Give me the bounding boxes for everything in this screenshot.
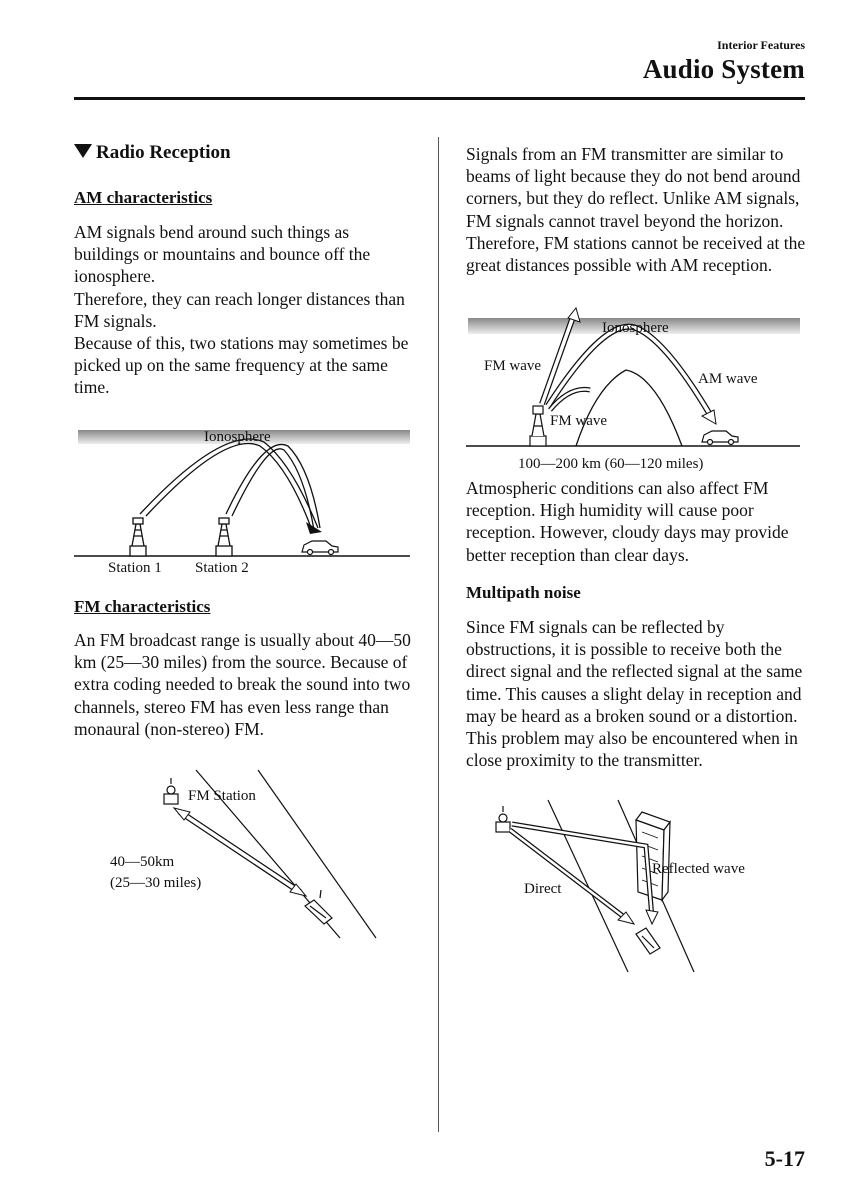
am-subhead-text: AM characteristics bbox=[74, 188, 213, 207]
fm-subhead bbox=[74, 597, 416, 617]
fm-beam-paragraph: Signals from an FM transmitter are similar to beams of light because they do not bend around corners, but they do reflect. Unlike AM signals, FM signals cannot travel beyond the horizon. Therefore, FM stations cannot be received at the great distances possible with AM reception. bbox=[466, 144, 806, 276]
fm-station-label: FM Station bbox=[188, 788, 256, 804]
multipath-subhead-text: Multipath noise bbox=[466, 583, 581, 602]
radio-reception-heading bbox=[74, 142, 416, 164]
am-paragraph-3: Because of this, two stations may sometimes be picked up on the same frequency at the same time. bbox=[74, 333, 409, 398]
fm-beam-text-block bbox=[466, 143, 808, 276]
am-paragraph-1: AM signals bend around such things as buildings or mountains and bounce off the ionosphere. bbox=[74, 222, 371, 287]
ionosphere-label: Ionosphere bbox=[204, 429, 271, 445]
station-2-label: Station 2 bbox=[195, 560, 249, 576]
range-miles-label: (25—30 miles) bbox=[110, 875, 202, 891]
tower-icon bbox=[530, 406, 546, 446]
page-number: 5-17 bbox=[764, 1146, 805, 1171]
reflected-wave-label: Reflected wave bbox=[652, 861, 745, 877]
am-reception-figure bbox=[74, 424, 414, 584]
car-icon bbox=[702, 431, 738, 445]
tower-icon bbox=[496, 806, 510, 832]
am-wave-label: AM wave bbox=[698, 371, 758, 387]
multipath-subhead bbox=[466, 583, 808, 603]
am-subhead bbox=[74, 188, 416, 208]
multipath-paragraph: Since FM signals can be reflected by obstructions, it is possible to receive both the direct signal and the reflected signal at the same time. This causes a slight delay in reception and may be heard as a broken sound or a distortion. This problem may also be encountered when in close proximity to the transmitter. bbox=[466, 617, 803, 771]
ionosphere-label: Ionosphere bbox=[602, 320, 669, 336]
multipath-figure bbox=[480, 796, 780, 976]
fm-am-wave-figure bbox=[466, 306, 806, 474]
station-1-label: Station 1 bbox=[108, 560, 162, 576]
direct-label: Direct bbox=[524, 881, 562, 897]
fm-wave-low-label: FM wave bbox=[550, 413, 608, 429]
multipath-text-block bbox=[466, 616, 808, 771]
am-text-block bbox=[74, 221, 416, 399]
distance-label: 100—200 km (60—120 miles) bbox=[518, 456, 704, 472]
header-divider bbox=[74, 97, 805, 100]
fm-subhead-text: FM characteristics bbox=[74, 597, 211, 616]
atmospheric-text-block bbox=[466, 477, 808, 566]
section-label: Interior Features bbox=[717, 38, 805, 52]
heading-text: Radio Reception bbox=[96, 142, 231, 163]
atmospheric-paragraph: Atmospheric conditions can also affect FM reception. High humidity will cause poor reception. However, cloudy days may provide better reception than clear days. bbox=[466, 478, 789, 565]
fm-paragraph-1: An FM broadcast range is usually about 40—50 km (25—30 miles) from the source. Because of extra coding needed to break the sound into two channels, stereo FM has even less range than monaural (non-stereo) FM. bbox=[74, 630, 411, 739]
column-divider bbox=[438, 137, 439, 1132]
range-km-label: 40—50km bbox=[110, 854, 175, 870]
am-paragraph-2: Therefore, they can reach longer distances than FM signals. bbox=[74, 288, 405, 331]
tower-icon bbox=[164, 778, 178, 804]
mountain-shape bbox=[576, 370, 682, 446]
tower-icon bbox=[130, 518, 146, 556]
building-icon bbox=[636, 812, 670, 900]
car-icon bbox=[636, 928, 660, 954]
fm-text-block bbox=[74, 629, 416, 740]
fm-range-figure bbox=[100, 766, 390, 946]
car-icon bbox=[302, 541, 338, 555]
fm-wave-label: FM wave bbox=[484, 358, 542, 374]
car-icon bbox=[305, 890, 332, 924]
tower-icon bbox=[216, 518, 232, 556]
page-title: Audio System bbox=[642, 54, 805, 84]
triangle-marker-icon bbox=[74, 144, 92, 158]
